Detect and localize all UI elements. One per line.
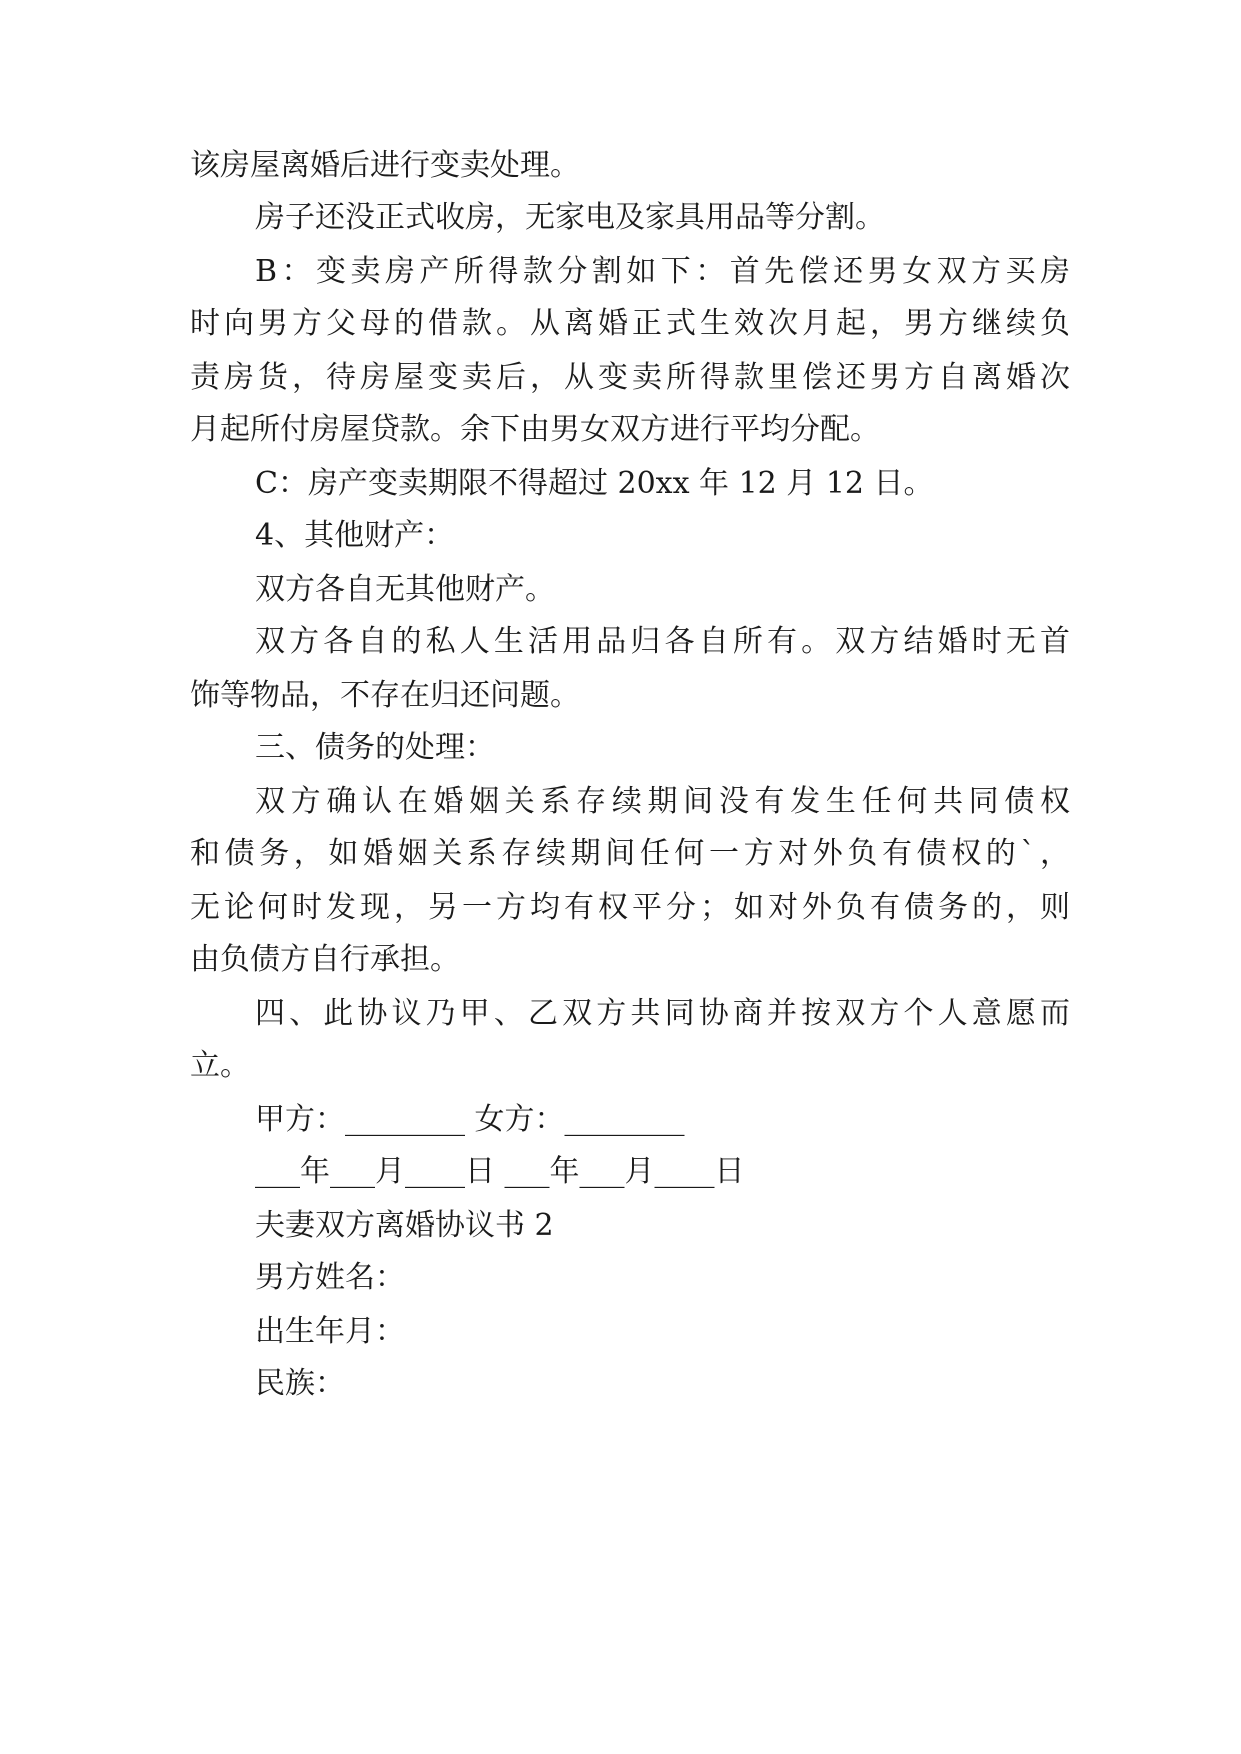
section-heading: 三、债务的处理： [255,730,495,765]
text-line: C：房产变卖期限不得超过 20xx 年 12 月 12 日。 [255,466,934,501]
document-title: 夫妻双方离婚协议书 2 [255,1208,554,1243]
text-line: 四、此协议乃甲、乙双方共同协商并按双方个人意愿而 [255,996,1070,1031]
text-line: 立。 [190,1048,250,1083]
text-line: 该房屋离婚后进行变卖处理。 [190,148,580,183]
text-line: 时向男方父母的借款。从离婚正式生效次月起，男方继续负 [190,306,1070,341]
field-label: 出生年月： [255,1314,405,1349]
text-line: 4、其他财产： [255,518,455,553]
text-line: 月起所付房屋贷款。余下由男女双方进行平均分配。 [190,412,880,447]
text-line: 饰等物品，不存在归还问题。 [190,678,580,713]
text-line: 双方各自无其他财产。 [255,572,555,607]
signature-line: 甲方：________ 女方：________ [255,1102,685,1137]
text-line: 房子还没正式收房，无家电及家具用品等分割。 [255,200,885,235]
field-label: 男方姓名： [255,1260,405,1295]
text-line: 无论何时发现，另一方均有权平分；如对外负有债务的，则 [190,890,1070,925]
text-line: 双方各自的私人生活用品归各自所有。双方结婚时无首 [255,624,1070,659]
text-line: B：变卖房产所得款分割如下：首先偿还男女双方买房 [255,254,1070,289]
field-label: 民族： [255,1366,345,1401]
text-line: 由负债方自行承担。 [190,942,460,977]
date-line: ___年___月____日 ___年___月____日 [255,1154,745,1189]
text-line: 责房货，待房屋变卖后，从变卖所得款里偿还男方自离婚次 [190,360,1070,395]
text-line: 和债务，如婚姻关系存续期间任何一方对外负有债权的`， [190,836,1070,871]
text-line: 双方确认在婚姻关系存续期间没有发生任何共同债权 [255,784,1070,819]
